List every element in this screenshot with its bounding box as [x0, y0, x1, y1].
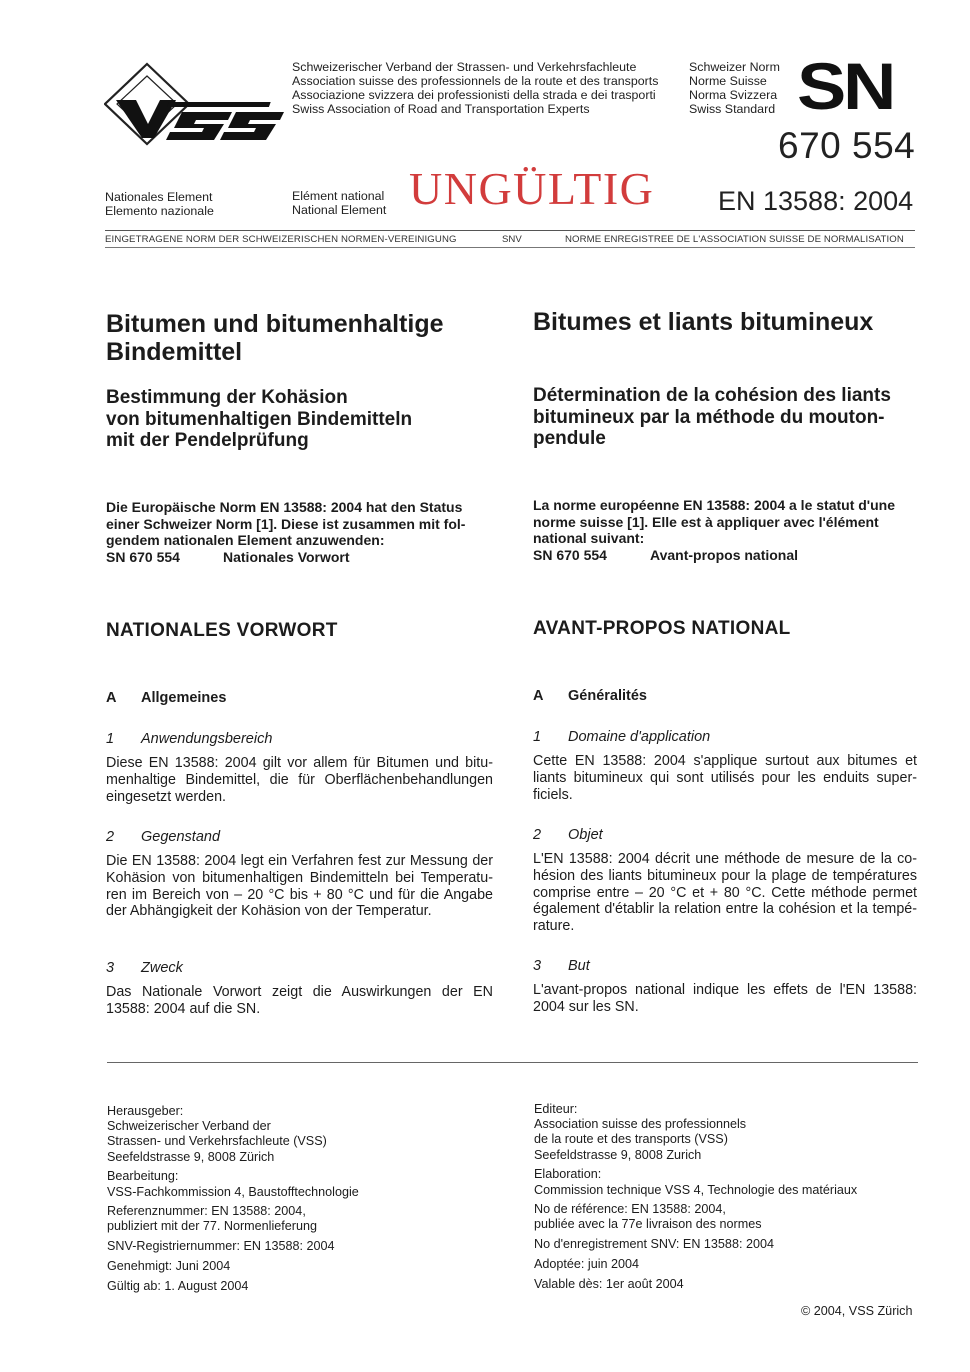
item-number: 3 [533, 958, 542, 974]
status-line: gendem nationalen Element anzuwenden: [106, 532, 385, 548]
item-text-de: Das Nationale Vorwort zeigt die Auswirkungen der EN 13588: 2004 auf die SN. [106, 984, 493, 1017]
band-right-text: NORME ENREGISTREE DE L'ASSOCIATION SUISSE DE NORMALISATION [565, 234, 904, 245]
item-number: 1 [106, 731, 115, 747]
imprint-publisher [107, 1104, 507, 1165]
imprint-reference [107, 1204, 507, 1234]
national-element-fr-en [292, 189, 386, 217]
association-line: Schweizerischer Verband der Strassen- und Verkehrsfachleute [292, 60, 637, 74]
national-element-de-it [105, 190, 214, 218]
imprint-line: publiziert mit der 77. Normenlieferung [107, 1219, 317, 1234]
item-text-fr: Cette EN 13588: 2004 s'applique surtout aux bitumes et liants bitumineux qui sont utilisés pour les enduits superficiels. [533, 753, 917, 803]
national-element-line: National Element [292, 203, 387, 217]
imprint-line: SNV-Registriernummer: EN 13588: 2004 [107, 1239, 335, 1254]
item-heading-de [106, 731, 272, 747]
status-line: einer Schweizer Norm [1]. Diese ist zusammen mit fol- [106, 515, 466, 532]
item-heading-de [106, 829, 220, 845]
status-fr [533, 497, 923, 563]
national-element-line: Elemento nazionale [105, 204, 214, 218]
title-fr [533, 308, 933, 336]
item-text-fr: L'EN 13588: 2004 décrit une méthode de mesure de la cohésion des liants bitumineux pour la plage de températures comprise entre – 20 °C et + 80 °C. Cette méthode permet également d'établir la relation entre la cohésion et la température. [533, 851, 917, 935]
status-code: SN 670 554 [533, 546, 607, 563]
footer-rule [107, 1062, 918, 1063]
imprint-line: Association suisse des professionnels [534, 1117, 747, 1132]
imprint-line: Commission technique VSS 4, Technologie des matériaux [534, 1182, 858, 1197]
section-heading-de: NATIONALES VORWORT [106, 620, 338, 641]
status-de [106, 499, 496, 565]
item-title: Objet [568, 827, 603, 843]
imprint-line: Gültig ab: 1. August 2004 [107, 1278, 249, 1293]
status-element: Avant-propos national [650, 546, 799, 563]
imprint-line: Herausgeber: [107, 1104, 184, 1118]
imprint-line: VSS-Fachkommission 4, Baustofftechnologie [107, 1184, 359, 1199]
subtitle-line: bitumineux par la méthode du mouton- [533, 406, 885, 428]
norm-type-line: Norme Suisse [689, 74, 767, 88]
status-line: Die Europäische Norm EN 13588: 2004 hat den Status [106, 499, 463, 515]
item-heading-fr [533, 958, 590, 974]
status-line: national suivant: [533, 530, 645, 546]
subheading-key: A [106, 690, 117, 706]
status-element: Nationales Vorwort [223, 548, 350, 565]
subheading-de [106, 690, 226, 706]
subtitle-line: von bitumenhaltigen Bindemitteln [106, 408, 413, 430]
association-line: Associazione svizzera dei professionisti della strada e dei trasporti [292, 88, 656, 102]
imprint-line: Genehmigt: Juni 2004 [107, 1258, 231, 1273]
subtitle-line: pendule [533, 428, 606, 449]
imprint-line: de la route et des transports (VSS) [534, 1132, 728, 1147]
title-line: Bindemittel [106, 338, 243, 366]
header-rule [105, 247, 915, 248]
association-line: Swiss Association of Road and Transportation Experts [292, 102, 590, 116]
subheading-label: Allgemeines [141, 690, 227, 706]
en-number: EN 13588: 2004 [718, 186, 914, 216]
subtitle-line: mit der Pendelprüfung [106, 430, 309, 451]
imprint-line: No de référence: EN 13588: 2004, [534, 1202, 726, 1217]
status-code: SN 670 554 [106, 548, 180, 565]
imprint-de [107, 1104, 507, 1298]
subheading-fr [533, 688, 647, 704]
subtitle-fr [533, 385, 933, 450]
norm-type-labels [689, 60, 780, 116]
subheading-key: A [533, 688, 544, 704]
band-mid-text: SNV [502, 234, 522, 245]
national-element-line: Elément national [292, 189, 385, 203]
imprint-editing [107, 1169, 507, 1199]
imprint-line: Strassen- und Verkehrsfachleute (VSS) [107, 1134, 327, 1149]
imprint-line: Referenznummer: EN 13588: 2004, [107, 1204, 306, 1219]
item-title: Gegenstand [141, 829, 221, 845]
item-number: 2 [106, 829, 115, 845]
sn-logo: SN [797, 49, 893, 123]
imprint-line: Schweizerischer Verband der [107, 1119, 271, 1134]
item-text-de: Die EN 13588: 2004 legt ein Verfahren fest zur Messung der Kohäsion von bitumenhaltigen Bindemitteln bei Temperaturen im Bereich von – 20 °C bis + 80 °C und für die Angabe der Abhängigkeit der Kohäsion von der Temperatur. [106, 853, 493, 920]
section-heading-fr: AVANT-PROPOS NATIONAL [533, 618, 791, 639]
item-number: 2 [533, 827, 542, 843]
subheading-label: Généralités [568, 688, 647, 704]
imprint-line: No d'enregistrement SNV: EN 13588: 2004 [534, 1237, 774, 1252]
item-title: Anwendungsbereich [141, 731, 273, 747]
vss-logo [104, 60, 288, 146]
subtitle-line: Bestimmung der Kohäsion [106, 387, 348, 408]
item-heading-fr [533, 827, 603, 843]
item-title: Zweck [141, 960, 183, 976]
status-line: norme suisse [1]. Elle est à appliquer avec l'élément [533, 513, 879, 530]
imprint-line: Valable dès: 1er août 2004 [534, 1276, 684, 1291]
imprint-reference [534, 1202, 934, 1232]
title-line: Bitumes et liants bitumineux [533, 308, 874, 336]
norm-type-line: Schweizer Norm [689, 60, 780, 74]
association-names [292, 60, 658, 116]
imprint-line: Seefeldstrasse 9, 8008 Zurich [534, 1147, 702, 1162]
imprint-line: Seefeldstrasse 9, 8008 Zürich [107, 1149, 275, 1164]
title-de [106, 310, 526, 366]
imprint-line: Bearbeitung: [107, 1169, 179, 1184]
imprint-line: Editeur: [534, 1102, 578, 1116]
item-title: Domaine d'application [568, 729, 711, 745]
item-heading-de [106, 960, 183, 976]
norm-type-line: Swiss Standard [689, 102, 776, 116]
imprint-editing [534, 1167, 934, 1197]
item-text-fr: L'avant-propos national indique les effets de l'EN 13588: 2004 sur les SN. [533, 982, 917, 1015]
imprint-line: Adoptée: juin 2004 [534, 1256, 640, 1271]
copyright: © 2004, VSS Zürich [801, 1304, 913, 1318]
item-number: 3 [106, 960, 115, 976]
subtitle-line: Détermination de la cohésion des liants [533, 385, 891, 406]
imprint-publisher [534, 1102, 934, 1163]
imprint-line: publiée avec la 77e livraison des normes [534, 1217, 762, 1232]
header-rule [105, 230, 915, 231]
norm-type-line: Norma Svizzera [689, 88, 778, 102]
subtitle-de [106, 387, 526, 452]
imprint-fr [534, 1102, 934, 1296]
association-line: Association suisse des professionnels de la route et des transports [292, 74, 659, 88]
band-left-text: EINGETRAGENE NORM DER SCHWEIZERISCHEN NORMEN-VEREINIGUNG [105, 234, 457, 245]
title-line: Bitumen und bitumenhaltige [106, 310, 444, 338]
item-text-de: Diese EN 13588: 2004 gilt vor allem für Bitumen und bitumenhaltige Bindemittel, die für Oberflächenbehandlungen eingesetzt werden. [106, 755, 493, 805]
status-line: La norme européenne EN 13588: 2004 a le statut d'une [533, 497, 896, 513]
imprint-line: Elaboration: [534, 1167, 602, 1182]
national-element-line: Nationales Element [105, 190, 213, 204]
item-title: But [568, 958, 590, 974]
item-number: 1 [533, 729, 542, 745]
sn-number: 670 554 [778, 125, 916, 166]
invalid-stamp: UNGÜLTIG [409, 163, 655, 214]
item-heading-fr [533, 729, 710, 745]
